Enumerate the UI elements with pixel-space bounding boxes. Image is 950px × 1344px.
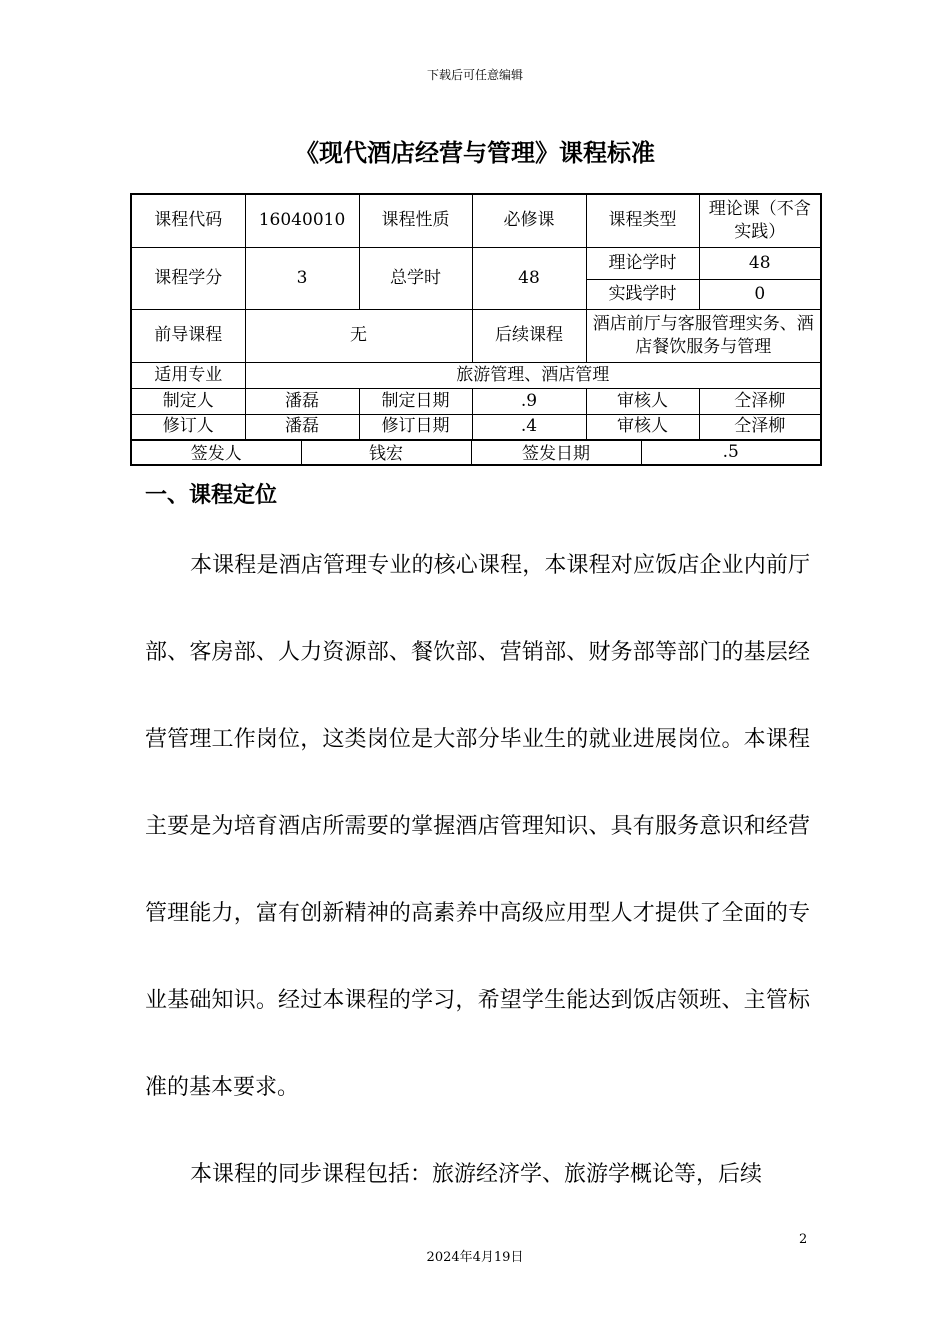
course-type-value: 理论课（不含实践） [699,194,821,247]
followup-value: 酒店前厅与客服管理实务、酒店餐饮服务与管理 [586,309,821,362]
total-hours-label: 总学时 [359,247,472,309]
prereq-label: 前导课程 [131,309,245,362]
credit-label: 课程学分 [131,247,245,309]
theory-hours-label: 理论学时 [586,247,699,279]
course-type-label: 课程类型 [586,194,699,247]
section-body [145,522,810,1218]
author-value: 潘磊 [245,388,359,414]
table-row [131,247,821,279]
paragraph: 本课程的同步课程包括：旅游经济学、旅游学概论等，后续 [190,1162,763,1187]
course-info-table [130,193,822,441]
reviewer2-label: 审核人 [586,414,699,440]
section-heading: 一、课程定位 [145,483,278,508]
table-row [131,362,821,388]
author-date-label: 制定日期 [359,388,472,414]
page-header: 下载后可任意编辑 [426,68,523,82]
table-row [131,194,821,247]
author-label: 制定人 [131,388,245,414]
theory-hours-value: 48 [699,247,821,279]
issue-date-label: 签发日期 [471,439,641,465]
credit-value: 3 [245,247,359,309]
major-label: 适用专业 [131,362,245,388]
reviewer2-value: 仝泽柳 [699,414,821,440]
course-code-value: 16040010 [245,194,359,247]
issuer-table [130,439,822,466]
practice-hours-label: 实践学时 [586,279,699,309]
table-row [131,309,821,362]
revise-date-label: 修订日期 [359,414,472,440]
reviewer-value: 仝泽柳 [699,388,821,414]
revise-date-value: .4 [472,414,586,440]
reviser-value: 潘磊 [245,414,359,440]
total-hours-value: 48 [472,247,586,309]
table-row [131,414,821,440]
course-nature-label: 课程性质 [359,194,472,247]
author-date-value: .9 [472,388,586,414]
document-title: 《现代酒店经营与管理》课程标准 [295,139,655,167]
practice-hours-value: 0 [699,279,821,309]
course-code-label: 课程代码 [131,194,245,247]
followup-label: 后续课程 [472,309,586,362]
page-footer-date: 2024年4月19日 [426,1250,524,1265]
prereq-value: 无 [245,309,472,362]
course-nature-value: 必修课 [472,194,586,247]
issuer-label: 签发人 [131,439,301,465]
major-value: 旅游管理、酒店管理 [245,362,821,388]
table-row [131,439,821,465]
page-number: 2 [799,1232,808,1247]
reviewer-label: 审核人 [586,388,699,414]
issuer-value: 钱宏 [301,439,471,465]
paragraph: 本课程是酒店管理专业的核心课程，本课程对应饭店企业内前厅部、客房部、人力资源部、餐饮部、营销部、财务部等部门的基层经营管理工作岗位，这类岗位是大部分毕业生的就业进展岗位。本课程主要是为培育酒店所需要的掌握酒店管理知识、具有服务意识和经营管理能力，富有创新精神的高素养中高级应用型人才提供了全面的专业基础知识。经过本课程的学习，希望学生能达到饭店领班、主管标准的基本要求。 [145,553,810,1100]
issue-date-value: .5 [641,439,821,465]
table-row [131,388,821,414]
reviser-label: 修订人 [131,414,245,440]
